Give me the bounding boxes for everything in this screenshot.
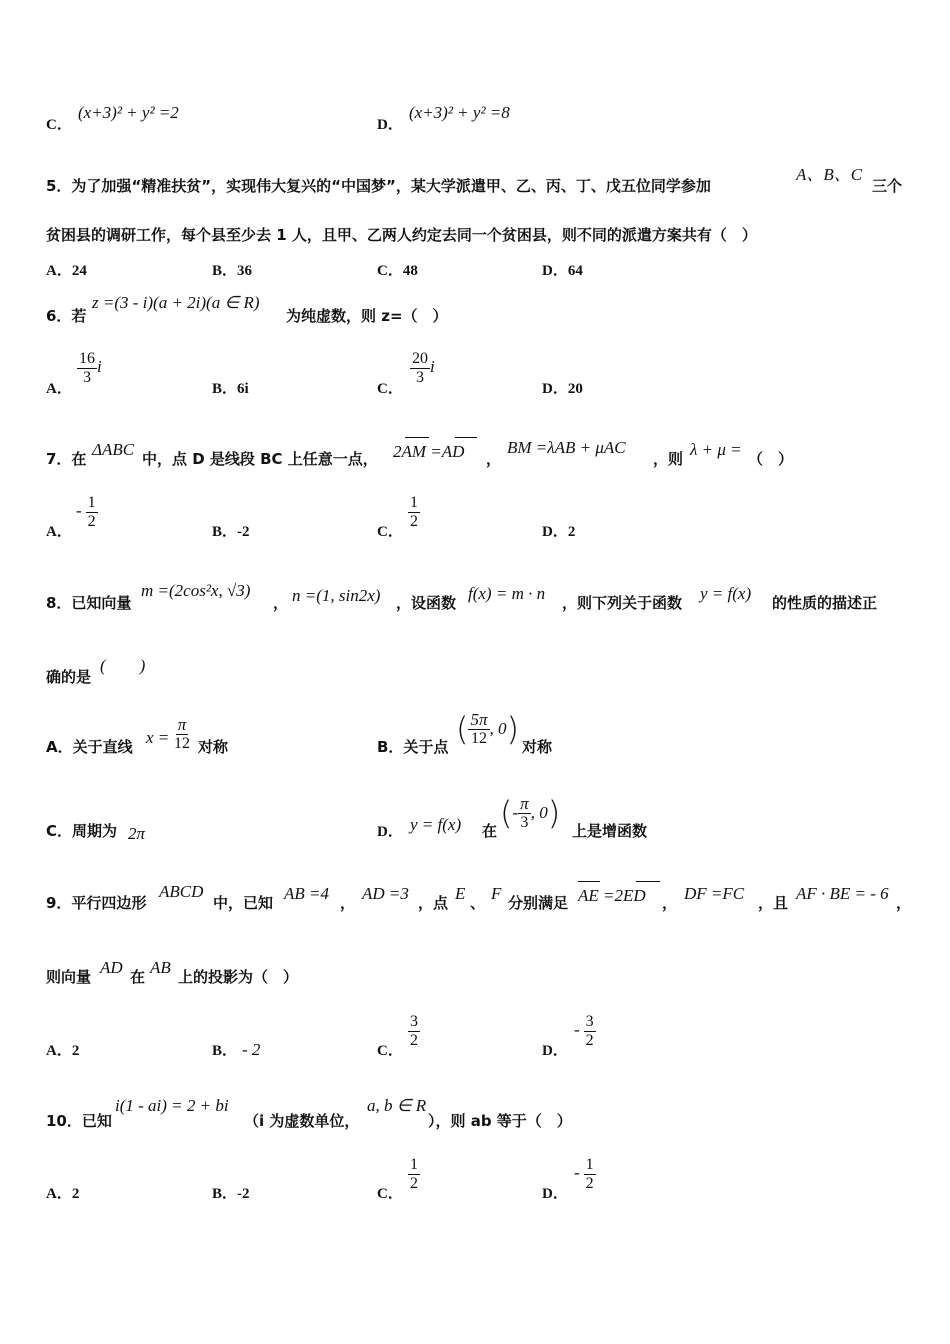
q5-stem-tail: 三个 bbox=[872, 177, 903, 195]
q8-option-d-left-paren: ( bbox=[500, 794, 513, 832]
q9-ab: AB =4 bbox=[284, 884, 329, 903]
q9-ab2: AB bbox=[150, 958, 171, 977]
q8-option-b-tail: 对称 bbox=[522, 738, 553, 756]
q6-option-a-value: $\frac{16}{3}$ i bbox=[79, 350, 102, 386]
q10-option-d-label: D． bbox=[542, 1186, 568, 1202]
q8-option-a: A．关于直线 bbox=[46, 738, 133, 756]
q10-prefix: 10．已知 bbox=[46, 1112, 112, 1130]
q9-df: DF =FC bbox=[684, 884, 745, 903]
q7-lambda-mu: λ + μ = bbox=[690, 440, 742, 459]
q5-counties: A、B、C bbox=[796, 165, 863, 184]
q8-function-def: f(x) = m · n bbox=[468, 584, 546, 603]
q6-expr: z =(3 - i)(a + 2i)(a ∈ R) bbox=[92, 293, 260, 312]
q8-blank: ( ) bbox=[100, 656, 146, 675]
q8-option-c: C．周期为 bbox=[46, 822, 118, 840]
q7-vector-arrow-ad bbox=[455, 437, 477, 438]
q7-bm-expr: BM =λAB + μAC bbox=[507, 438, 626, 457]
q9-abcd: ABCD bbox=[159, 882, 204, 901]
q6-option-c-fraction: $\frac{20}{3}$ bbox=[412, 350, 428, 386]
q8-mid: ，设函数 bbox=[396, 594, 457, 612]
q9-dun: 、 bbox=[470, 894, 486, 912]
q9-option-c-fraction: $\frac{3}{2}$ bbox=[410, 1013, 418, 1049]
q8-option-b: B．关于点 bbox=[377, 738, 449, 756]
q5-option-a: A．24 bbox=[46, 263, 87, 279]
q7-vector-arrow-am bbox=[405, 437, 429, 438]
q6-suffix: 为纯虚数，则 z=（ ） bbox=[286, 307, 448, 325]
q9-comma3: ，且 bbox=[758, 894, 789, 912]
q7-comma: ， bbox=[486, 450, 502, 468]
q9-option-d-fraction: $\frac{3}{2}$ bbox=[585, 1013, 594, 1049]
q4-option-d: D． bbox=[377, 117, 403, 133]
q9-comma4: ， bbox=[896, 894, 912, 912]
q7-option-b: B．-2 bbox=[212, 524, 250, 540]
q7-paren: （ ） bbox=[748, 450, 794, 468]
q8-option-a-value bbox=[172, 716, 192, 753]
q7-option-a-value: - $\frac{1}{2}$ bbox=[76, 494, 96, 530]
q7-stem: 中，点 D 是线段 BC 上任意一点， bbox=[142, 450, 378, 468]
q10-ab-real: a, b ∈ R bbox=[367, 1096, 427, 1115]
q8-stem-line2: 确的是 bbox=[46, 668, 92, 686]
q8-option-a-tail: 对称 bbox=[198, 738, 229, 756]
q8-function-y: y = f(x) bbox=[700, 584, 752, 603]
q10-option-b: B．-2 bbox=[212, 1186, 250, 1202]
q9-mid2: ，点 bbox=[418, 894, 449, 912]
q6-option-c-value: $\frac{20}{3}$ i bbox=[412, 350, 435, 386]
q5-option-c: C．48 bbox=[377, 263, 418, 279]
q10-option-c-fraction: $\frac{1}{2}$ bbox=[410, 1156, 418, 1192]
q10-option-d-value: - $\frac{1}{2}$ bbox=[574, 1156, 594, 1192]
q9-ad2: AD bbox=[100, 958, 123, 977]
q7-option-c-fraction: $\frac{1}{2}$ bbox=[410, 494, 418, 530]
q6-prefix: 6．若 bbox=[46, 307, 87, 325]
q9-line2b: 在 bbox=[130, 968, 146, 986]
q9-option-a: A．2 bbox=[46, 1043, 80, 1059]
q7-option-d: D．2 bbox=[542, 524, 576, 540]
q7-vector-eq: 2AM =AD bbox=[393, 442, 464, 462]
q5-option-b: B．36 bbox=[212, 263, 253, 279]
q9-option-c-value bbox=[408, 1013, 420, 1050]
q4-option-c: C． bbox=[46, 117, 72, 133]
q10-option-a: A．2 bbox=[46, 1186, 80, 1202]
q9-ae-eq: AE =2ED bbox=[578, 886, 646, 906]
q9-e: E bbox=[455, 884, 466, 903]
q8-option-b-fraction: $\frac{5\pi}{12}$ bbox=[470, 709, 488, 747]
q6-option-a-label: A． bbox=[46, 381, 72, 397]
q4-option-d-expr: (x+3)² + y² =8 bbox=[409, 103, 510, 122]
q4-option-c-expr: (x+3)² + y² =2 bbox=[78, 103, 179, 122]
q7-triangle: ΔABC bbox=[92, 440, 135, 459]
q9-afbe: AF · BE = - 6 bbox=[796, 884, 889, 903]
q8-option-d-expr: y = f(x) bbox=[410, 815, 462, 834]
q9-mid1: 中，已知 bbox=[213, 894, 274, 912]
q8-prefix: 8．已知向量 bbox=[46, 594, 132, 612]
q6-option-d: D．20 bbox=[542, 381, 583, 397]
q8-option-d-fraction: $\frac{\pi}{3}$ bbox=[520, 793, 529, 831]
q7-prefix: 7．在 bbox=[46, 450, 87, 468]
q5-stem-line1: 5．为了加强“精准扶贫”，实现伟大复兴的“中国梦”，某大学派遣甲、乙、丙、丁、戊五位同学参加 bbox=[46, 177, 711, 195]
q8-option-b-value: ( $\frac{5\pi}{12}$ , 0) bbox=[456, 709, 519, 748]
q9-option-b-value: - 2 bbox=[242, 1040, 261, 1059]
q6-option-c-label: C． bbox=[377, 381, 403, 397]
q8-option-d-right-paren: ) bbox=[547, 794, 561, 832]
q7-then: ，则 bbox=[653, 450, 684, 468]
q8-mid2: ，则下列关于函数 bbox=[562, 594, 683, 612]
q8-stem-tail: 的性质的描述正 bbox=[772, 594, 878, 612]
q7-option-a-fraction: $\frac{1}{2}$ bbox=[87, 494, 96, 530]
q8-option-b-left-paren: ( bbox=[456, 710, 469, 748]
q10-tail: ），则 ab 等于（ ） bbox=[428, 1112, 572, 1130]
q9-comma1: ， bbox=[340, 894, 356, 912]
q6-option-b: B．6i bbox=[212, 381, 249, 397]
q9-comma2: ， bbox=[662, 894, 678, 912]
q8-option-b-right-paren: ) bbox=[506, 710, 519, 748]
q9-vector-arrow-ae bbox=[578, 881, 600, 882]
q10-mid: （i 为虚数单位， bbox=[244, 1112, 360, 1130]
q9-prefix: 9．平行四边形 bbox=[46, 894, 147, 912]
q9-option-d-label: D． bbox=[542, 1043, 568, 1059]
q9-line2c: 上的投影为（ ） bbox=[178, 968, 299, 986]
q10-expr: i(1 - ai) = 2 + bi bbox=[115, 1096, 229, 1115]
q6-option-a-fraction: $\frac{16}{3}$ bbox=[79, 350, 95, 386]
q9-line2a: 则向量 bbox=[46, 968, 92, 986]
q9-option-b-label: B． bbox=[212, 1043, 238, 1059]
q8-option-a-eq: x = bbox=[146, 728, 170, 747]
q9-option-d-value: - $\frac{3}{2}$ bbox=[574, 1013, 594, 1049]
q8-option-d-in: 在 bbox=[482, 822, 498, 840]
q8-vector-m: m =(2cos²x, √3) bbox=[141, 581, 251, 600]
q8-option-d-tail: 上是增函数 bbox=[572, 822, 648, 840]
q5-option-d: D．64 bbox=[542, 263, 583, 279]
q7-option-a-label: A． bbox=[46, 524, 72, 540]
q9-vector-arrow-ed bbox=[636, 881, 660, 882]
q10-option-d-fraction: $\frac{1}{2}$ bbox=[585, 1156, 594, 1192]
q10-option-c-label: C． bbox=[377, 1186, 403, 1202]
q8-sep: ， bbox=[273, 594, 289, 612]
q7-option-c-value bbox=[408, 494, 420, 531]
q7-option-c-label: C． bbox=[377, 524, 403, 540]
q9-f: F bbox=[491, 884, 502, 903]
q9-mid3: 分别满足 bbox=[508, 894, 569, 912]
q8-option-d-value: (- $\frac{\pi}{3}$ , 0) bbox=[500, 793, 561, 832]
q9-ad: AD =3 bbox=[362, 884, 409, 903]
q9-option-c-label: C． bbox=[377, 1043, 403, 1059]
q10-option-c-value bbox=[408, 1156, 420, 1193]
q8-option-a-fraction: $\frac{\pi}{12}$ bbox=[174, 715, 190, 752]
q8-vector-n: n =(1, sin2x) bbox=[292, 586, 381, 605]
q8-option-d-label: D． bbox=[377, 824, 403, 840]
q5-stem-line2: 贫困县的调研工作，每个县至少去 1 人，且甲、乙两人约定去同一个贫困县，则不同的派遣方案共有（ ） bbox=[46, 226, 757, 244]
q8-option-c-value: 2π bbox=[128, 824, 146, 843]
